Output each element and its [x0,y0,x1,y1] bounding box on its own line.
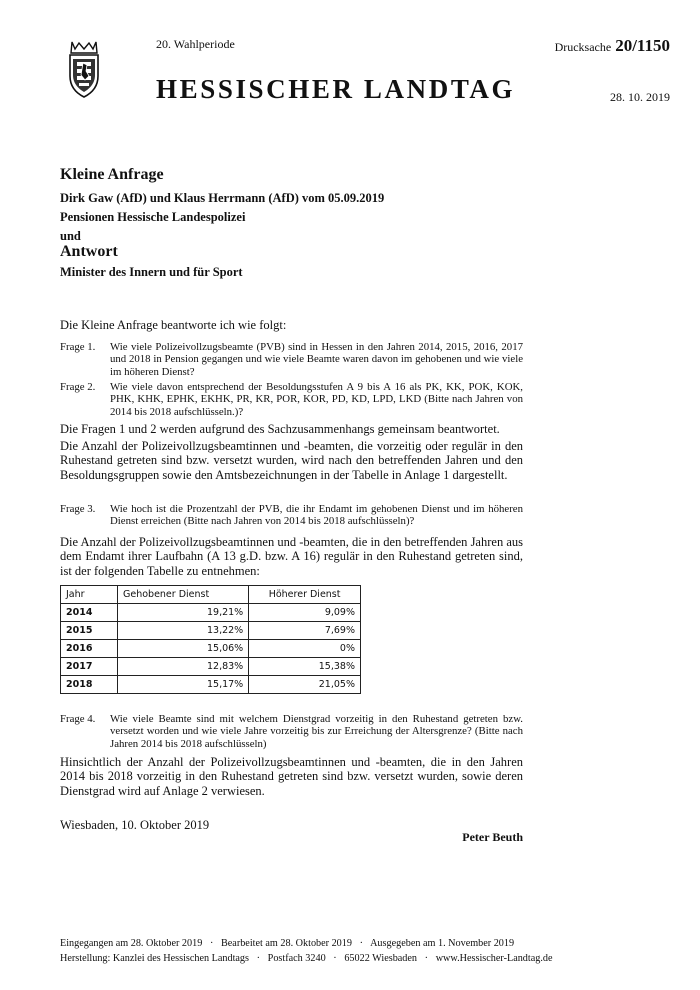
table-cell-hoeherer: 0% [249,640,361,658]
answer-1-2-text: Die Anzahl der Polizeivollzugsbeamtinnen und -beamten, die vorzeitig oder regulär in den Ruhestand getreten sind bzw. versetzt wurden, wird nach den betreffenden Jahren und den Besoldungsgruppen sowie den Amtsbezeichnungen in der Tabelle in Anlage 1 dargestellt. [60,439,523,482]
table-cell-year: 2017 [61,658,118,676]
signature: Peter Beuth [462,830,523,844]
print-number: 20/1150 [615,36,670,55]
percentage-table [60,585,361,694]
question-1 [60,341,523,381]
intro-text: Die Kleine Anfrage beantworte ich wie folgt: [60,318,287,332]
question-3 [60,503,523,531]
document-date: 28. 10. 2019 [610,90,670,104]
table-cell-year: 2014 [61,604,118,622]
print-reference [555,36,670,56]
table-cell-year: 2015 [61,622,118,640]
question-1-label: Frage 1. [60,341,96,353]
question-4 [60,713,523,753]
table-cell-year: 2016 [61,640,118,658]
question-2-label: Frage 2. [60,381,96,393]
question-3-text: Wie hoch ist die Prozentzahl der PVB, die ihr Endamt im gehobenen Dienst und im höheren Dienst erreichen (Bitte nach Jahren von 2014 bis 2018 aufschlüsseln)? [110,503,523,528]
inquiry-subject: Pensionen Hessische Landespolizei [60,210,246,224]
table-header-row [61,586,361,604]
table-cell-hoeherer: 21,05% [249,676,361,694]
table-header-year: Jahr [61,586,118,604]
answer-4-text: Hinsichtlich der Anzahl der Polizeivollzugsbeamtinnen und -beamten, die in den Jahren 2014 bis 2018 vorzeitig in den Ruhestand getreten sind bzw. versetzt wurden, sowie deren Dienstgrad wird auf Anlage 2 verwiesen. [60,755,523,798]
inquiry-type: Kleine Anfrage [60,166,164,183]
question-2 [60,381,523,421]
table-header-hoeherer: Höherer Dienst [249,586,361,604]
footer-publisher: Herstellung: Kanzlei des Hessischen Landtags · Postfach 3240 · 65022 Wiesbaden · www.Hessischer-Landtag.de [60,953,553,964]
question-2-text: Wie viele davon entsprechend der Besoldungsstufen A 9 bis A 16 als PK, KK, POK, KOK, PHK, KHK, EPHK, EKHK, PR, KR, POR, KOR, PD, KD, LPD, LKD (Bitte nach Jahren von 2014 bis 2018 aufschlüsseln.)? [110,381,523,418]
print-label: Drucksache [554,40,612,54]
answer-1-2-intro: Die Fragen 1 und 2 werden aufgrund des Sachzusammenhangs gemeinsam beantwortet. [60,422,500,436]
table-cell-gehobener: 13,22% [118,622,249,640]
legislative-period: 20. Wahlperiode [156,37,235,51]
answer-heading: Antwort [60,243,118,260]
footer-dates: Eingegangen am 28. Oktober 2019 · Bearbeitet am 28. Oktober 2019 · Ausgegeben am 1. November 2019 [60,938,515,949]
table-cell-year: 2018 [61,676,118,694]
table-row [61,658,361,676]
place-date: Wiesbaden, 10. Oktober 2019 [60,818,210,832]
table-row [61,604,361,622]
table-cell-gehobener: 15,06% [118,640,249,658]
table-row [61,676,361,694]
table-cell-hoeherer: 9,09% [249,604,361,622]
question-4-label: Frage 4. [60,713,96,725]
table-row [61,622,361,640]
parliament-title: HESSISCHER LANDTAG [156,74,516,104]
table-cell-gehobener: 12,83% [118,658,249,676]
table-cell-gehobener: 19,21% [118,604,249,622]
question-1-text: Wie viele Polizeivollzugsbeamte (PVB) sind in Hessen in den Jahren 2014, 2015, 2016, 2017 und 2018 in Pension gegangen und wie viele Beamte waren davon im gehobenen und wie viele im höheren Dienst? [110,341,523,378]
table-row [61,640,361,658]
table-cell-hoeherer: 7,69% [249,622,361,640]
question-3-label: Frage 3. [60,503,96,515]
question-4-text: Wie viele Beamte sind mit welchem Dienstgrad vorzeitig in den Ruhestand getreten bzw. versetzt worden und wie viele Jahre vorzeitig bis zur Erreichung der Altersgrenze? (Bitte nach Jahren 2014 bis 2018 aufschlüsseln) [110,713,523,750]
title-und: und [60,229,81,243]
minister: Minister des Innern und für Sport [60,265,243,279]
table-header-gehobener: Gehobener Dienst [118,586,249,604]
inquiry-authors: Dirk Gaw (AfD) und Klaus Herrmann (AfD) vom 05.09.2019 [60,191,385,205]
coat-of-arms-icon [66,40,102,98]
answer-3-text: Die Anzahl der Polizeivollzugsbeamtinnen und -beamten, die in den betreffenden Jahren aus dem Endamt ihrer Laufbahn (A 13 g.D. bzw. A 16) regulär in den Ruhestand getreten sind, ist der folgenden Tabelle zu entnehmen: [60,535,523,578]
table-cell-hoeherer: 15,38% [249,658,361,676]
table-cell-gehobener: 15,17% [118,676,249,694]
